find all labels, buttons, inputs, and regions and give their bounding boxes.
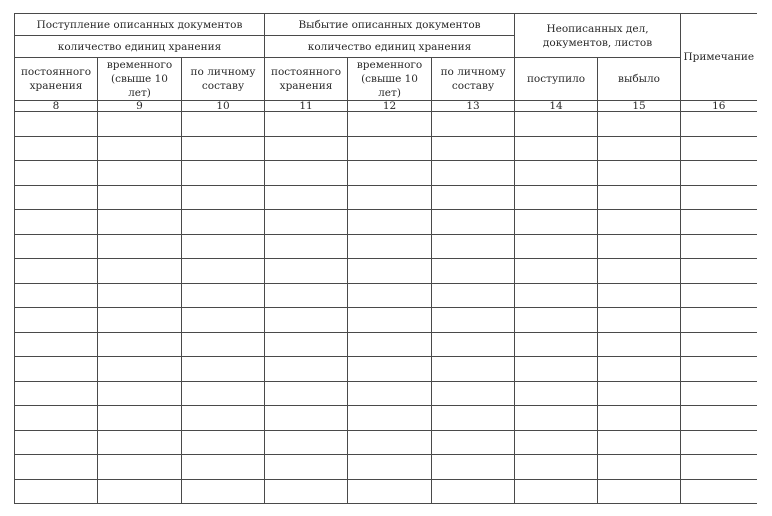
personnel-label-line1: по личному [440,66,506,78]
table-cell[interactable] [432,381,515,406]
table-cell[interactable] [182,308,265,333]
table-cell[interactable] [15,357,98,382]
table-row [15,185,757,210]
table-cell[interactable] [182,283,265,308]
table-cell[interactable] [681,308,757,333]
table-cell[interactable] [598,136,681,161]
table-cell[interactable] [598,185,681,210]
table-cell[interactable] [598,357,681,382]
column-number: 13 [432,101,515,112]
disposed-label: выбыло [618,73,660,85]
table-cell[interactable] [98,455,182,480]
column-number: 12 [348,101,432,112]
table-cell[interactable] [265,357,348,382]
table-cell[interactable] [348,259,432,284]
column-number: 9 [98,101,182,112]
personnel-label-line1: по личному [190,66,256,78]
table-cell[interactable] [265,112,348,137]
table-cell[interactable] [182,406,265,431]
table-cell[interactable] [515,430,598,455]
table-cell[interactable] [15,210,98,235]
table-cell[interactable] [265,161,348,186]
table-cell[interactable] [681,381,757,406]
table-cell[interactable] [182,112,265,137]
temporary-label-line1: временного [356,59,423,71]
table-cell[interactable] [681,161,757,186]
table-cell[interactable] [265,259,348,284]
table-row [15,136,757,161]
table-cell[interactable] [348,381,432,406]
table-cell[interactable] [98,210,182,235]
table-cell[interactable] [15,430,98,455]
table-cell[interactable] [515,455,598,480]
table-cell[interactable] [598,406,681,431]
table-cell[interactable] [348,479,432,504]
table-cell[interactable] [598,112,681,137]
table-row [15,430,757,455]
table-cell[interactable] [515,136,598,161]
table-cell[interactable] [265,308,348,333]
table-cell[interactable] [681,283,757,308]
table-row [15,357,757,382]
received-label: поступило [526,73,586,85]
table-cell[interactable] [432,283,515,308]
receipt-title: Поступление описанных документов [36,18,243,31]
table-cell[interactable] [98,357,182,382]
table-cell[interactable] [98,381,182,406]
table-cell[interactable] [182,136,265,161]
table-cell[interactable] [681,479,757,504]
table-cell[interactable] [265,406,348,431]
table-cell[interactable] [15,406,98,431]
table-cell[interactable] [265,234,348,259]
header-row-3 [15,58,757,101]
table-cell[interactable] [432,210,515,235]
table-cell[interactable] [98,185,182,210]
table-cell[interactable] [515,112,598,137]
table-cell[interactable] [182,234,265,259]
temporary-label-line2: (свыше 10 лет) [111,73,168,99]
table-cell[interactable] [432,357,515,382]
table-row [15,283,757,308]
table-row [15,210,757,235]
table-cell[interactable] [515,308,598,333]
table-cell[interactable] [432,112,515,137]
table-cell[interactable] [98,332,182,357]
permanent-label-line2: хранения [29,80,83,92]
table-cell[interactable] [348,283,432,308]
table-cell[interactable] [348,234,432,259]
table-cell[interactable] [15,479,98,504]
table-cell[interactable] [348,161,432,186]
undescribed-title-line1: Неописанных дел, [546,22,649,35]
table-cell[interactable] [432,185,515,210]
disposal-temporary-header [348,58,432,101]
table-cell[interactable] [182,479,265,504]
table-row [15,161,757,186]
table-cell[interactable] [598,381,681,406]
table-cell[interactable] [265,479,348,504]
personnel-label-line2: составу [451,80,495,92]
table-cell[interactable] [598,479,681,504]
table-cell[interactable] [432,430,515,455]
table-cell[interactable] [98,430,182,455]
note-title: Примечание [683,51,755,63]
table-cell[interactable] [348,332,432,357]
note-header [681,14,757,101]
table-cell[interactable] [515,332,598,357]
table-cell[interactable] [98,479,182,504]
column-number: 14 [515,101,598,112]
table-cell[interactable] [348,308,432,333]
table-cell[interactable] [432,136,515,161]
table-cell[interactable] [348,112,432,137]
table-cell[interactable] [598,430,681,455]
receipt-personnel-header [182,58,265,101]
table-cell[interactable] [348,406,432,431]
column-number: 10 [182,101,265,112]
table-cell[interactable] [182,381,265,406]
table-cell[interactable] [681,357,757,382]
table-cell[interactable] [598,332,681,357]
table-cell[interactable] [98,406,182,431]
undescribed-title-line2: документов, листов [542,36,653,49]
table-cell[interactable] [681,210,757,235]
table-cell[interactable] [265,283,348,308]
undescribed-disposed-header [598,58,681,101]
table-cell[interactable] [681,455,757,480]
table-cell[interactable] [432,406,515,431]
table-cell[interactable] [681,406,757,431]
table-cell[interactable] [182,185,265,210]
table-cell[interactable] [15,308,98,333]
table-cell[interactable] [182,357,265,382]
table-cell[interactable] [15,234,98,259]
table-cell[interactable] [15,381,98,406]
table-cell[interactable] [515,259,598,284]
table-cell[interactable] [432,308,515,333]
table-row [15,332,757,357]
table-cell[interactable] [598,210,681,235]
table-cell[interactable] [348,185,432,210]
table-cell[interactable] [265,136,348,161]
table-cell[interactable] [182,455,265,480]
table-cell[interactable] [15,283,98,308]
table-cell[interactable] [681,185,757,210]
table-cell[interactable] [681,136,757,161]
permanent-label-line1: постоянного [20,66,92,78]
column-number: 15 [598,101,681,112]
personnel-label-line2: составу [201,80,245,92]
table-cell[interactable] [265,381,348,406]
column-number-row [15,101,757,112]
table-cell[interactable] [515,283,598,308]
disposal-header [265,14,515,36]
table-cell[interactable] [681,234,757,259]
table-cell[interactable] [432,234,515,259]
table-cell[interactable] [515,479,598,504]
table-cell[interactable] [515,406,598,431]
table-cell[interactable] [15,112,98,137]
table-cell[interactable] [98,136,182,161]
table-cell[interactable] [15,185,98,210]
permanent-label-line1: постоянного [270,66,342,78]
disposal-title: Выбытие описанных документов [298,18,481,31]
table-cell[interactable] [182,332,265,357]
table-cell[interactable] [681,259,757,284]
disposal-units-label: количество единиц хранения [307,40,472,53]
table-row [15,112,757,137]
table-cell[interactable] [598,308,681,333]
receipt-temporary-header [98,58,182,101]
table-cell[interactable] [598,161,681,186]
table-cell[interactable] [15,455,98,480]
table-cell[interactable] [15,332,98,357]
table-cell[interactable] [348,357,432,382]
table-cell[interactable] [98,259,182,284]
table-cell[interactable] [515,357,598,382]
table-cell[interactable] [182,210,265,235]
table-cell[interactable] [265,210,348,235]
table-cell[interactable] [515,210,598,235]
table-cell[interactable] [681,332,757,357]
table-row [15,259,757,284]
undescribed-header [515,14,681,58]
temporary-label-line2: (свыше 10 лет) [361,73,418,99]
table-cell[interactable] [182,161,265,186]
table-cell[interactable] [432,161,515,186]
table-cell[interactable] [15,259,98,284]
table-row [15,406,757,431]
table-row [15,479,757,504]
table-cell[interactable] [15,161,98,186]
table-cell[interactable] [432,479,515,504]
table-cell[interactable] [515,234,598,259]
table-cell[interactable] [98,234,182,259]
table-cell[interactable] [681,430,757,455]
table-cell[interactable] [598,259,681,284]
disposal-units-header [265,36,515,58]
table-cell[interactable] [265,332,348,357]
table-cell[interactable] [598,455,681,480]
receipt-permanent-header [15,58,98,101]
disposal-permanent-header [265,58,348,101]
table-cell[interactable] [348,136,432,161]
table-cell[interactable] [348,210,432,235]
table-cell[interactable] [515,185,598,210]
temporary-label-line1: временного [106,59,173,71]
table-cell[interactable] [265,455,348,480]
table-cell[interactable] [98,283,182,308]
table-cell[interactable] [515,161,598,186]
table-cell[interactable] [598,234,681,259]
column-number: 8 [15,101,98,112]
column-number: 11 [265,101,348,112]
table-cell[interactable] [432,332,515,357]
table-cell[interactable] [182,430,265,455]
table-cell[interactable] [98,112,182,137]
receipt-units-header [15,36,265,58]
receipt-units-label: количество единиц хранения [57,40,222,53]
table-cell[interactable] [348,430,432,455]
undescribed-received-header [515,58,598,101]
table-cell[interactable] [265,430,348,455]
disposal-personnel-header [432,58,515,101]
table-cell[interactable] [598,283,681,308]
permanent-label-line2: хранения [279,80,333,92]
table-row [15,234,757,259]
table-cell[interactable] [265,185,348,210]
table-cell[interactable] [15,136,98,161]
receipt-header [15,14,265,36]
table-cell[interactable] [681,112,757,137]
column-number: 16 [681,101,757,112]
table-row [15,455,757,480]
table-cell[interactable] [98,308,182,333]
table-cell[interactable] [348,455,432,480]
table-cell[interactable] [98,161,182,186]
table-cell[interactable] [432,259,515,284]
archive-register-table [14,13,757,504]
header-row-1 [15,14,757,36]
table-cell[interactable] [432,455,515,480]
table-row [15,381,757,406]
table-cell[interactable] [182,259,265,284]
table-cell[interactable] [515,381,598,406]
table-row [15,308,757,333]
